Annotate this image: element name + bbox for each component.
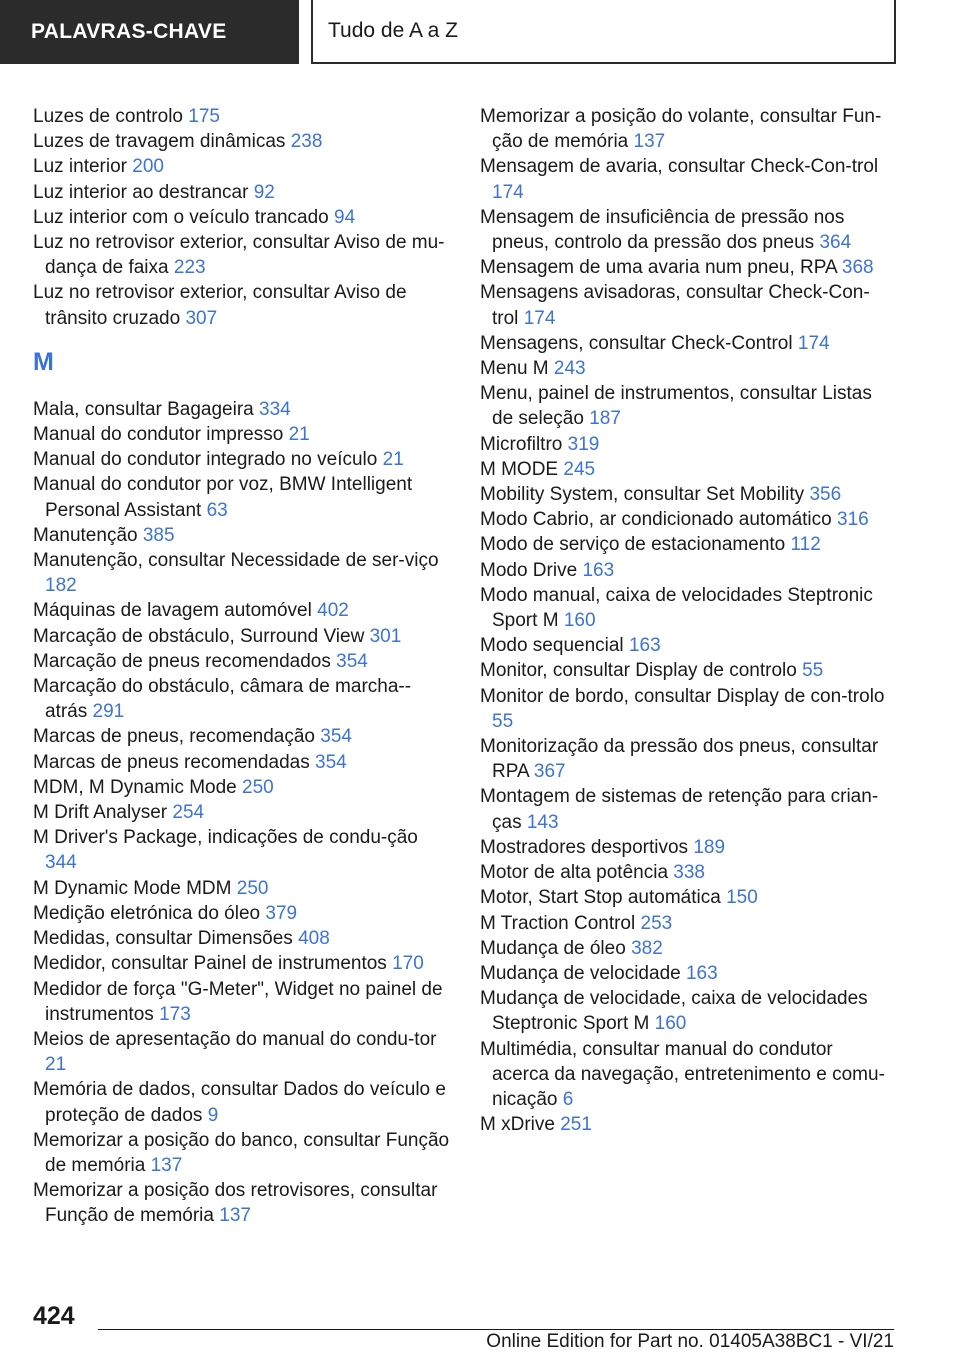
entry-text: Menu M (480, 358, 549, 380)
page-number: 424 (33, 1302, 75, 1330)
page-reference-link[interactable]: 250 (242, 776, 274, 798)
index-entry (480, 784, 890, 834)
entry-text: M xDrive (480, 1114, 555, 1136)
index-entry (480, 154, 890, 204)
page-reference-link[interactable]: 137 (150, 1154, 183, 1176)
index-entry (33, 876, 451, 901)
page-reference-link[interactable]: 307 (185, 307, 218, 329)
page-reference-link[interactable]: 344 (45, 852, 77, 874)
index-entry (33, 724, 451, 749)
page-reference-link[interactable]: 245 (563, 458, 596, 480)
entry-text: Motor, Start Stop automática (480, 887, 721, 909)
page-reference-link[interactable]: 55 (492, 710, 514, 732)
entry-text: Mudança de óleo (480, 937, 626, 959)
page-reference-link[interactable]: 182 (45, 575, 77, 597)
entry-text: M MODE (480, 458, 559, 480)
entry-text: Memorizar a posição dos retrovisores, consultar Função de memória (33, 1180, 438, 1227)
entry-text: Menu, painel de instrumentos, consultar Listas de seleção (480, 383, 872, 430)
entry-text: Motor de alta potência (480, 862, 669, 884)
entry-text: Manual do condutor impresso (33, 424, 284, 446)
entry-text: Monitor, consultar Display de controlo (480, 660, 797, 682)
index-entry (480, 911, 890, 936)
entry-text: MDM, M Dynamic Mode (33, 776, 237, 798)
index-entry (480, 457, 890, 482)
index-entry (480, 684, 890, 734)
page-reference-link[interactable]: 92 (253, 181, 275, 203)
entry-text: Manutenção, consultar Necessidade de ser-viço (33, 550, 439, 572)
section-tab: PALAVRAS-CHAVE (0, 0, 299, 64)
entry-text: Mudança de velocidade, caixa de velocidades Steptronic Sport M (480, 988, 868, 1035)
page-reference-link[interactable]: 94 (334, 206, 356, 228)
page-reference-link[interactable]: 189 (693, 836, 726, 858)
index-entry (33, 825, 451, 875)
index-entry (480, 961, 890, 986)
page-reference-link[interactable]: 408 (298, 928, 330, 950)
entry-text: Mensagem de avaria, consultar Check-Con-trol (480, 156, 879, 178)
entry-text: Montagem de sistemas de retenção para crian-ças (480, 786, 879, 833)
entry-text: Luz no retrovisor exterior, consultar Aviso de mu-dança de faixa (33, 232, 445, 279)
index-entry (33, 447, 451, 472)
index-entry (480, 381, 890, 431)
index-entry (480, 532, 890, 557)
page-reference-link[interactable]: 9 (207, 1104, 219, 1126)
page-reference-link[interactable]: 254 (172, 802, 205, 824)
index-entry (33, 750, 451, 775)
index-entry (33, 129, 451, 154)
page-reference-link[interactable]: 223 (173, 257, 206, 279)
entry-text: Modo manual, caixa de velocidades Steptronic Sport M (480, 584, 873, 632)
entry-text: Mala, consultar Bagageira (33, 398, 254, 420)
page-reference-link[interactable]: 175 (188, 106, 220, 127)
entry-text: Luz interior com o veículo trancado (33, 206, 329, 228)
index-entry (480, 936, 890, 961)
index-letter-heading: M (33, 347, 54, 376)
index-entry (480, 1037, 890, 1113)
entry-text: Medidor, consultar Painel de instrumentos (33, 953, 387, 975)
page-reference-link[interactable]: 301 (369, 625, 402, 647)
page-reference-link[interactable]: 174 (492, 181, 524, 203)
page-reference-link[interactable]: 354 (320, 726, 352, 748)
page-reference-link[interactable]: 160 (654, 1013, 687, 1035)
index-entry (33, 230, 451, 280)
entries-right (480, 104, 890, 1137)
index-entry (480, 356, 890, 381)
index-entry (480, 835, 890, 860)
index-entry (480, 558, 890, 583)
entry-text: Luzes de travagem dinâmicas (33, 131, 286, 153)
page-reference-link[interactable]: 137 (633, 131, 666, 153)
index-entry (480, 482, 890, 507)
page-reference-link[interactable]: 21 (382, 449, 404, 471)
entry-text: Modo sequencial (480, 635, 624, 657)
page-reference-link[interactable]: 334 (259, 398, 291, 420)
entry-text: Luzes de controlo (33, 106, 183, 127)
index-entry (480, 507, 890, 532)
page-reference-link[interactable]: 238 (290, 131, 323, 153)
page-reference-link[interactable]: 163 (685, 962, 718, 984)
entry-text: Marcação de pneus recomendados (33, 650, 331, 672)
index-entry (33, 397, 451, 422)
index-entry (480, 432, 890, 457)
index-entry (33, 472, 451, 522)
entry-text: Manual do condutor integrado no veículo (33, 449, 378, 471)
footer-edition: Online Edition for Part no. 01405A38BC1 - VI/21 (486, 1331, 894, 1352)
page-reference-link[interactable]: 173 (159, 1003, 191, 1025)
entry-text: Mudança de velocidade (480, 962, 681, 984)
index-entry (33, 624, 451, 649)
page-reference-link[interactable]: 316 (837, 509, 869, 531)
page-reference-link[interactable]: 382 (631, 937, 663, 959)
page-reference-link[interactable]: 379 (265, 902, 298, 924)
entry-text: Máquinas de lavagem automóvel (33, 600, 312, 622)
page-reference-link[interactable]: 112 (790, 534, 821, 556)
index-entry (480, 633, 890, 658)
page-reference-link[interactable]: 402 (317, 600, 349, 622)
page-reference-link[interactable]: 200 (132, 156, 164, 178)
page-reference-link[interactable]: 319 (567, 433, 600, 455)
page-reference-link[interactable]: 170 (392, 953, 424, 975)
entry-text: Medição eletrónica do óleo (33, 902, 261, 924)
entry-text: Mensagem de insuficiência de pressão nos pneus, controlo da pressão dos pneus (480, 206, 845, 254)
page-header (0, 0, 960, 66)
index-entry (33, 154, 451, 179)
page-reference-link[interactable]: 21 (288, 424, 310, 446)
entry-text: Manutenção (33, 524, 138, 546)
index-entry (33, 280, 451, 330)
entry-text: Monitor de bordo, consultar Display de con-trolo (480, 685, 885, 707)
index-entry (480, 583, 890, 633)
subsection-tab: Tudo de A a Z (311, 0, 896, 64)
entries-before-letter (33, 104, 451, 331)
index-entry (33, 1077, 451, 1127)
entry-text: M Traction Control (480, 912, 636, 934)
index-entry (33, 775, 451, 800)
entry-text: Marcação do obstáculo, câmara de marcha--atrás (33, 676, 412, 723)
page-reference-link[interactable]: 354 (315, 751, 347, 773)
entry-text: Luz interior ao destrancar (33, 181, 249, 203)
index-entry (480, 280, 890, 330)
page-reference-link[interactable]: 253 (640, 912, 673, 934)
index-entry (33, 1178, 451, 1228)
entry-text: Multimédia, consultar manual do condutor acerca da navegação, entretenimento e comu-nicação (480, 1038, 885, 1110)
index-entry (33, 104, 451, 129)
index-entry (480, 860, 890, 885)
page-reference-link[interactable]: 291 (92, 701, 125, 723)
index-entry (33, 901, 451, 926)
page-reference-link[interactable]: 163 (582, 559, 615, 581)
index-entry (480, 104, 890, 154)
page-reference-link[interactable]: 354 (336, 650, 368, 672)
page-reference-link[interactable]: 356 (809, 484, 842, 506)
page-reference-link[interactable]: 63 (206, 499, 228, 521)
index-column-left (33, 104, 451, 1229)
entry-text: Mobility System, consultar Set Mobility (480, 484, 805, 506)
index-entry (480, 255, 890, 280)
index-entry (33, 205, 451, 230)
index-entry (33, 180, 451, 205)
entry-text: Modo de serviço de estacionamento (480, 534, 786, 556)
entry-text: M Dynamic Mode MDM (33, 877, 232, 899)
index-entry (33, 1027, 451, 1077)
entry-text: Microfiltro (480, 433, 563, 455)
entry-text: Memorizar a posição do banco, consultar Função de memória (33, 1129, 450, 1176)
index-entry (480, 331, 890, 356)
entry-text: Marcação de obstáculo, Surround View (33, 625, 365, 647)
index-column-right (480, 104, 890, 1137)
entry-text: Mensagens avisadoras, consultar Check-Con-trol (480, 282, 870, 329)
page-reference-link[interactable]: 250 (236, 877, 269, 899)
index-entry (480, 205, 890, 255)
page-reference-link[interactable]: 385 (142, 524, 175, 546)
entry-text: Marcas de pneus recomendadas (33, 751, 310, 773)
entry-text: Modo Cabrio, ar condicionado automático (480, 509, 832, 531)
entry-text: Luz interior (33, 156, 127, 178)
index-entry (33, 977, 451, 1027)
page-reference-link[interactable]: 174 (523, 307, 556, 329)
entry-text: Mensagens, consultar Check-Control (480, 332, 793, 354)
index-entry (480, 885, 890, 910)
index-entry (33, 926, 451, 951)
entry-text: Monitorização da pressão dos pneus, consultar RPA (480, 736, 879, 783)
entry-text: Meios de apresentação do manual do condu-tor (33, 1028, 437, 1050)
index-entry (33, 649, 451, 674)
entry-text: M Driver's Package, indicações de condu-ção (33, 827, 418, 849)
entry-text: Marcas de pneus, recomendação (33, 726, 315, 748)
footer-divider (98, 1329, 894, 1330)
index-entry (480, 1112, 890, 1137)
index-entry (33, 598, 451, 623)
page-reference-link[interactable]: 243 (553, 358, 586, 380)
index-entry (33, 422, 451, 447)
index-entry (33, 1128, 451, 1178)
entry-text: Modo Drive (480, 559, 578, 581)
entry-text: Medidas, consultar Dimensões (33, 928, 293, 950)
page-reference-link[interactable]: 251 (560, 1114, 592, 1136)
index-entry (33, 674, 451, 724)
entry-text: Manual do condutor por voz, BMW Intelligent Personal Assistant (33, 474, 413, 521)
entry-text: Memorizar a posição do volante, consultar Fun-ção de memória (480, 106, 882, 153)
page-reference-link[interactable]: 187 (589, 408, 621, 430)
page-reference-link[interactable]: 364 (819, 232, 852, 254)
page-reference-link[interactable]: 338 (673, 862, 705, 884)
page-reference-link[interactable]: 160 (563, 610, 596, 632)
entry-text: Mostradores desportivos (480, 836, 689, 858)
page-reference-link[interactable]: 367 (533, 761, 566, 783)
index-entry (33, 951, 451, 976)
index-entry (480, 986, 890, 1036)
index-entry (33, 548, 451, 598)
page-reference-link[interactable]: 143 (526, 811, 559, 833)
page-reference-link[interactable]: 368 (841, 257, 874, 279)
index-entry (33, 523, 451, 548)
page-reference-link[interactable]: 137 (219, 1205, 251, 1227)
page-reference-link[interactable]: 174 (797, 332, 830, 354)
index-entry (480, 734, 890, 784)
entry-text: Mensagem de uma avaria num pneu, RPA (480, 257, 837, 279)
entry-text: Memória de dados, consultar Dados do veículo e proteção de dados (33, 1079, 446, 1126)
page-reference-link[interactable]: 21 (45, 1054, 67, 1076)
index-entry (480, 658, 890, 683)
entries-after-letter (33, 397, 451, 1229)
entry-text: M Drift Analyser (33, 802, 168, 824)
entry-text: Luz no retrovisor exterior, consultar Aviso de trânsito cruzado (33, 282, 407, 329)
entry-text: Medidor de força "G-Meter", Widget no painel de instrumentos (33, 978, 443, 1025)
page-reference-link[interactable]: 6 (562, 1088, 574, 1110)
page-reference-link[interactable]: 150 (726, 887, 758, 909)
page-reference-link[interactable]: 55 (802, 660, 824, 682)
index-entry (33, 800, 451, 825)
page-reference-link[interactable]: 163 (628, 635, 661, 657)
